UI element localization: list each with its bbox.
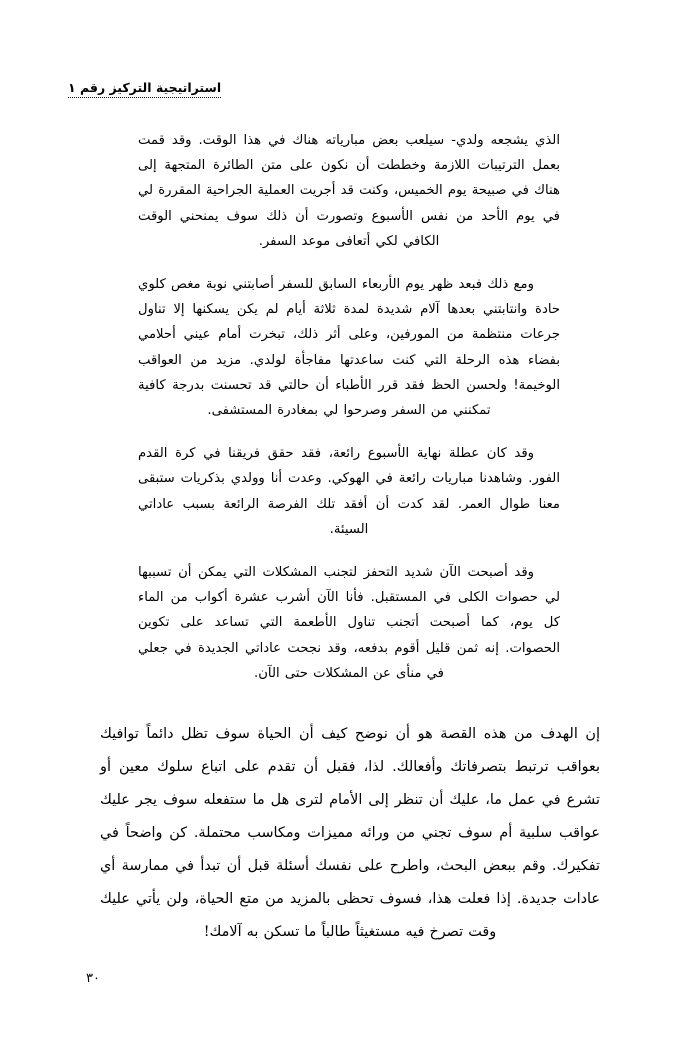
story-paragraph: الذي يشجعه ولدي- سيلعب بعض مبارياته هناك في هذا الوقت. وقد قمت بعمل الترتيبات اللازمة وخططت أن نكون على متن الطائرة المتجهة إلى هناك في صبيحة يوم الخميس، وكنت قد أجريت العملية الجراحية المقررة لي في يوم الأحد من نفس الأسبوع وتصورت أن ذلك سوف يمنحني الوقت الكافي لكي أتعافى موعد السفر. bbox=[138, 133, 560, 249]
page-number: ٣٠ bbox=[86, 971, 100, 986]
closing-paragraph: إن الهدف من هذه القصة هو أن نوضح كيف أن الحياة سوف تظل دائماً توافيك بعواقب ترتبط بتصرفاتك وأفعالك. لذا، فقبل أن تقدم على اتباع سلوك معين أو تشرع في عمل ما، عليك أن تنظر إلى الأمام لترى هل ما ستفعله سوف يجر عليك عواقب سلبية أم سوف تجني من ورائه مميزات ومكاسب محتملة. كن واضحاً في تفكيرك. وقم ببعض البحث، واطرح على نفسك أسئلة قبل أن تبدأ في ممارسة أي عادات جديدة. إذا فعلت هذا، فسوف تحظى بالمزيد من متع الحياة، ولن يأتي عليك وقت تصرخ فيه مستغيثاً طالباً ما تسكن به آلامك! bbox=[100, 726, 600, 940]
running-head-text: استراتيجية التركيز رقم ١ bbox=[68, 80, 221, 98]
running-head bbox=[68, 80, 628, 98]
story-paragraph: ومع ذلك فبعد ظهر يوم الأربعاء السابق للسفر أصابتني نوبة مغص كلوي حادة وانتابتني بعدها آلام شديدة لمدة ثلاثة أيام لم يكن يسكنها إلا تناول جرعات منتظمة من المورفين، وعلى أثر ذلك، تبخرت أمام عيني أحلامي بفضاء هذه الرحلة التي كنت ساعدتها مفاجأة لولدي. مزيد من العواقب الوخيمة! ولحسن الحظ فقد قرر الأطباء أن حالتي قد تحسنت بدرجة كافية تمكنني من السفر وصرحوا لي بمغادرة المستشفى. bbox=[138, 277, 560, 419]
closing-section bbox=[100, 718, 600, 949]
story-section bbox=[138, 128, 560, 686]
story-paragraph: وقد أصبحت الآن شديد التحفز لتجنب المشكلات التي يمكن أن تسببها لي حصوات الكلى في المستقبل. فأنا الآن أشرب عشرة أكواب من الماء كل يوم، كما أصبحت أتجنب تناول الأطعمة التي تساعد على تكوين الحصوات. إنه ثمن قليل أقوم بدفعه، وقد نجحت عاداتي الجديدة في جعلي في منأى عن المشكلات حتى الآن. bbox=[138, 565, 560, 681]
story-paragraph: وقد كان عطلة نهاية الأسبوع رائعة، فقد حقق فريقنا في كرة القدم الفور. وشاهدنا مباريات رائعة في الهوكي. وعدت أنا وولدي بذكريات ستبقى معنا طوال العمر. لقد كدت أن أفقد تلك الفرصة الرائعة بسبب عاداتي السيئة. bbox=[138, 446, 560, 537]
